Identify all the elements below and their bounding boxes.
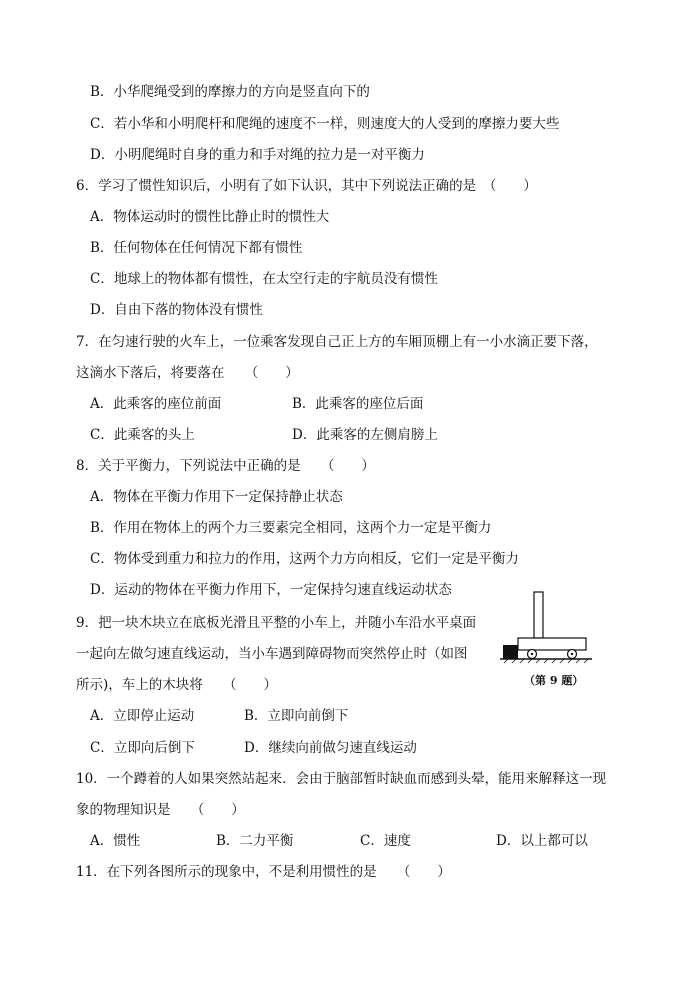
q8-option-d: D．运动的物体在平衡力作用下，一定保持匀速直线运动状态	[90, 582, 452, 598]
q6-option-d: D．自由下落的物体没有惯性	[90, 302, 263, 318]
q9-stem-line3: 所示)，车上的木块将 （ ）	[76, 677, 278, 693]
q7-option-c: C．此乘客的头上	[90, 427, 195, 443]
q10-option-b: B．二力平衡	[216, 833, 294, 849]
q5-option-b: B．小华爬绳受到的摩擦力的方向是竖直向下的	[90, 84, 370, 100]
q10-stem-line1: 10．一个蹲着的人如果突然站起来．会由于脑部暂时缺血而感到头晕，能用来解释这一现	[76, 771, 607, 787]
q6-stem: 6．学习了惯性知识后，小明有了如下认识，其中下列说法正确的是 （ ）	[76, 178, 537, 194]
q10-option-c: C．速度	[360, 833, 411, 849]
q10-option-a: A．惯性	[90, 833, 141, 849]
q6-option-b: B．任何物体在任何情况下都有惯性	[90, 240, 303, 256]
q8-option-b: B．作用在物体上的两个力三要素完全相同，这两个力一定是平衡力	[90, 520, 492, 536]
q10-option-d: D．以上都可以	[496, 833, 588, 849]
q9-option-c: C．立即向后倒下	[90, 740, 195, 756]
q9-option-a: A．立即停止运动	[90, 708, 195, 724]
q10-stem-line2: 象的物理知识是 （ ）	[76, 802, 245, 818]
q9-option-d: D．继续向前做匀速直线运动	[244, 740, 417, 756]
q6-option-c: C．地球上的物体都有惯性，在太空行走的宇航员没有惯性	[90, 271, 438, 287]
q8-option-c: C．物体受到重力和拉力的作用，这两个力方向相反，它们一定是平衡力	[90, 551, 519, 567]
wooden-block	[534, 592, 543, 638]
q11-stem: 11．在下列各图所示的现象中，不是利用惯性的是 （ ）	[76, 864, 451, 880]
q8-option-a: A．物体在平衡力作用下一定保持静止状态	[90, 489, 343, 505]
q7-option-d: D．此乘客的左侧肩膀上	[292, 427, 438, 443]
q9-stem-line1: 9．把一块木块立在底板光滑且平整的小车上，并随小车沿水平桌面	[76, 615, 477, 631]
obstacle-block	[503, 645, 518, 659]
q7-option-a: A．此乘客的座位前面	[90, 396, 222, 412]
q7-stem-line1: 7．在匀速行驶的火车上，一位乘客发现自己正上方的车厢顶棚上有一小水滴正要下落，	[76, 334, 598, 350]
q7-stem-line2: 这滴水下落后，将要落在 （ ）	[76, 365, 299, 381]
q5-option-d: D．小明爬绳时自身的重力和手对绳的拉力是一对平衡力	[90, 147, 425, 163]
q7-option-b: B．此乘客的座位后面	[292, 396, 424, 412]
q8-stem: 8．关于平衡力，下列说法中正确的是 （ ）	[76, 458, 375, 474]
q6-option-a: A．物体运动时的惯性比静止时的惯性大	[90, 209, 330, 225]
q9-figure-caption: （第 9 题）	[524, 674, 584, 687]
q9-option-b: B．立即向前倒下	[244, 708, 349, 724]
cart-body	[518, 638, 586, 650]
q5-option-c: C．若小华和小明爬杆和爬绳的速度不一样，则速度大的人受到的摩擦力要大些	[90, 116, 560, 132]
q9-stem-line2: 一起向左做匀速直线运动，当小车遇到障碍物而突然停止时（如图	[76, 646, 468, 662]
